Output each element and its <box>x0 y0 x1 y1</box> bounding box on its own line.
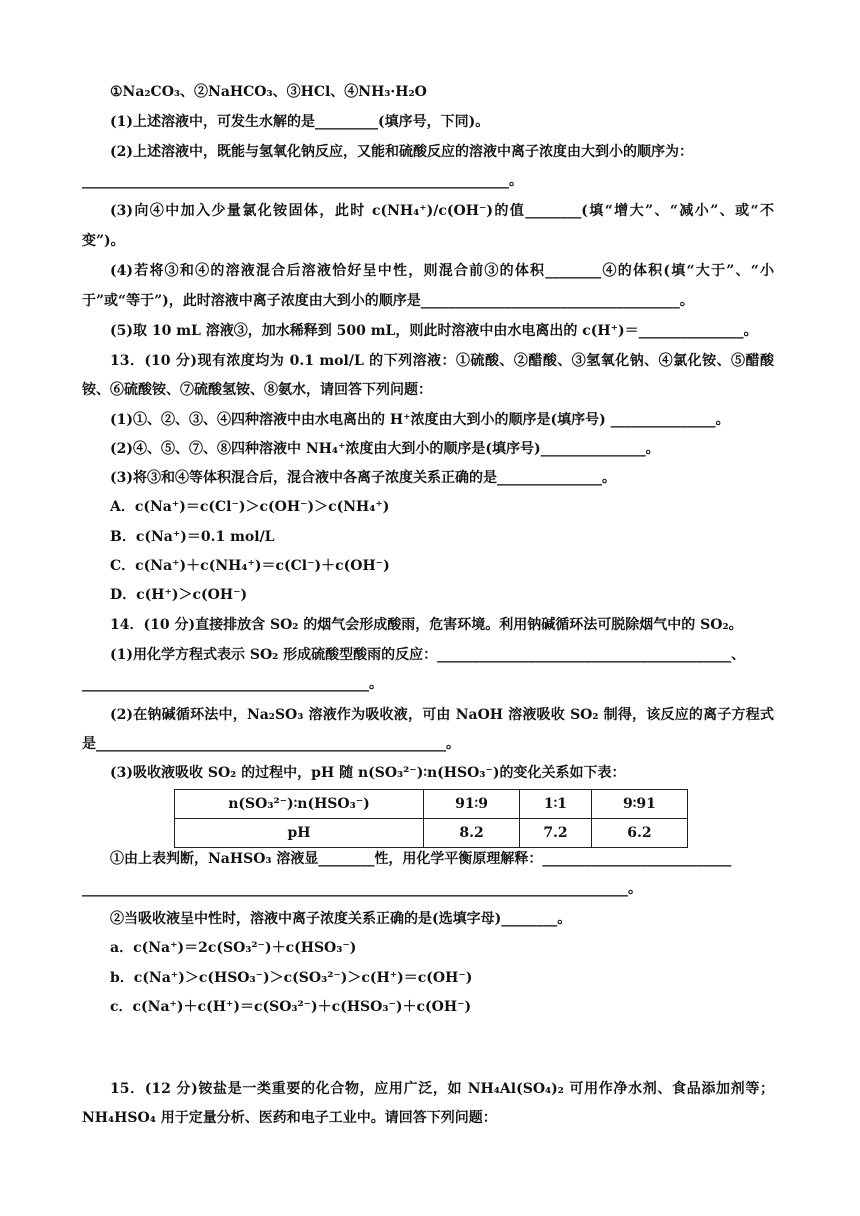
q14-part3-sub1: ①由上表判断，NaHSO₃ 溶液显________性，用化学平衡原理解释：___________________________ <box>110 851 732 867</box>
q14-part3-sub2: ②当吸收液呈中性时，溶液中离子浓度关系正确的是(选填字母)________。 <box>110 911 572 927</box>
ph-table-row-label: pH <box>175 819 424 848</box>
q15-stem: 15．(12 分)铵盐是一类重要的化合物，应用广泛，如 NH₄Al(SO₄)₂ 可用作净水剂、食品添加剂等； <box>110 1081 774 1097</box>
compound-list: ①Na₂CO₃、②NaHCO₃、③HCl、④NH₃·H₂O <box>110 84 427 100</box>
ph-table-header-row <box>175 790 688 819</box>
ph-table-header-cell: 1∶1 <box>520 790 592 819</box>
q12-part4-cont: 于”或“等于”)，此时溶液中离子浓度由大到小的顺序是_____________________________________。 <box>82 293 694 309</box>
q12-part4: (4)若将③和④的溶液混合后溶液恰好呈中性，则混合前③的体积________④的体积(填“大于”、“小 <box>110 263 774 279</box>
ph-table-header-cell: 91∶9 <box>424 790 520 819</box>
q13-part2: (2)④、⑤、⑦、⑧四种溶液中 NH₄⁺浓度由大到小的顺序是(填序号)_______________。 <box>110 441 660 457</box>
q14-option-c: c．c(Na⁺)＋c(H⁺)＝c(SO₃²⁻)＋c(HSO₃⁻)＋c(OH⁻) <box>110 999 472 1015</box>
ph-table <box>174 789 688 848</box>
ph-table-value-cell: 8.2 <box>424 819 520 848</box>
q13-part1: (1)①、②、③、④四种溶液中由水电离出的 H⁺浓度由大到小的顺序是(填序号) _______________。 <box>110 412 730 428</box>
q14-option-b: b．c(Na⁺)＞c(HSO₃⁻)＞c(SO₃²⁻)＞c(H⁺)＝c(OH⁻) <box>110 970 473 986</box>
ph-table-value-cell: 7.2 <box>520 819 592 848</box>
q14-part1-blank: _________________________________________。 <box>82 676 383 692</box>
q14-part3: (3)吸收液吸收 SO₂ 的过程中，pH 随 n(SO₃²⁻)∶n(HSO₃⁻)的变化关系如下表： <box>110 765 626 781</box>
q13-option-a: A．c(Na⁺)＝c(Cl⁻)＞c(OH⁻)＞c(NH₄⁺) <box>110 499 390 515</box>
q12-part3-cont: 变”)。 <box>82 233 125 249</box>
q13-part3: (3)将③和④等体积混合后，混合液中各离子浓度关系正确的是_______________。 <box>110 470 616 486</box>
q13-option-d: D．c(H⁺)＞c(OH⁻) <box>110 587 248 603</box>
q13-stem: 13．(10 分)现有浓度均为 0.1 mol/L 的下列溶液：①硫酸、②醋酸、③氢氧化钠、④氯化铵、⑤醋酸 <box>110 353 774 369</box>
ph-table-value-cell: 6.2 <box>591 819 687 848</box>
q14-part1: (1)用化学方程式表示 SO₂ 形成硫酸型酸雨的反应：__________________________________________、 <box>110 647 746 663</box>
q14-stem: 14．(10 分)直接排放含 SO₂ 的烟气会形成酸雨，危害环境。利用钠碱循环法可脱除烟气中的 SO₂。 <box>110 617 743 633</box>
q13-option-c: C．c(Na⁺)＋c(NH₄⁺)＝c(Cl⁻)＋c(OH⁻) <box>110 558 390 574</box>
ph-table-header-ratio: n(SO₃²⁻)∶n(HSO₃⁻) <box>175 790 424 819</box>
q15-stem-cont: NH₄HSO₄ 用于定量分析、医药和电子工业中。请回答下列问题： <box>82 1110 497 1126</box>
q12-part1: (1)上述溶液中，可发生水解的是_________(填序号，下同)。 <box>110 114 490 130</box>
q12-part5: (5)取 10 mL 溶液③，加水稀释到 500 mL，则此时溶液中由水电离出的 c(H⁺)＝_______________。 <box>110 323 758 339</box>
q12-part2: (2)上述溶液中，既能与氢氧化钠反应，又能和硫酸反应的溶液中离子浓度由大到小的顺序为： <box>110 144 693 160</box>
ph-table-value-row <box>175 819 688 848</box>
q13-option-b: B．c(Na⁺)＝0.1 mol/L <box>110 529 275 545</box>
q13-stem-cont: 铵、⑥硫酸铵、⑦硫酸氢铵、⑧氨水，请回答下列问题： <box>82 382 432 398</box>
q14-part3-sub1-blank: ______________________________________________________________________________。 <box>82 881 642 897</box>
ph-table-header-cell: 9∶91 <box>591 790 687 819</box>
q14-option-a: a．c(Na⁺)＝2c(SO₃²⁻)＋c(HSO₃⁻) <box>110 940 357 956</box>
q14-part2: (2)在钠碱循环法中，Na₂SO₃ 溶液作为吸收液，可由 NaOH 溶液吸收 SO₂ 制得，该反应的离子方程式 <box>110 707 774 723</box>
q12-part3: (3)向④中加入少量氯化铵固体，此时 c(NH₄⁺)/c(OH⁻)的值________(填“增大”、“减小”、或“不 <box>110 203 774 219</box>
q12-part2-blank: _____________________________________________________________。 <box>82 173 523 189</box>
q14-part2-cont: 是__________________________________________________。 <box>82 736 460 752</box>
